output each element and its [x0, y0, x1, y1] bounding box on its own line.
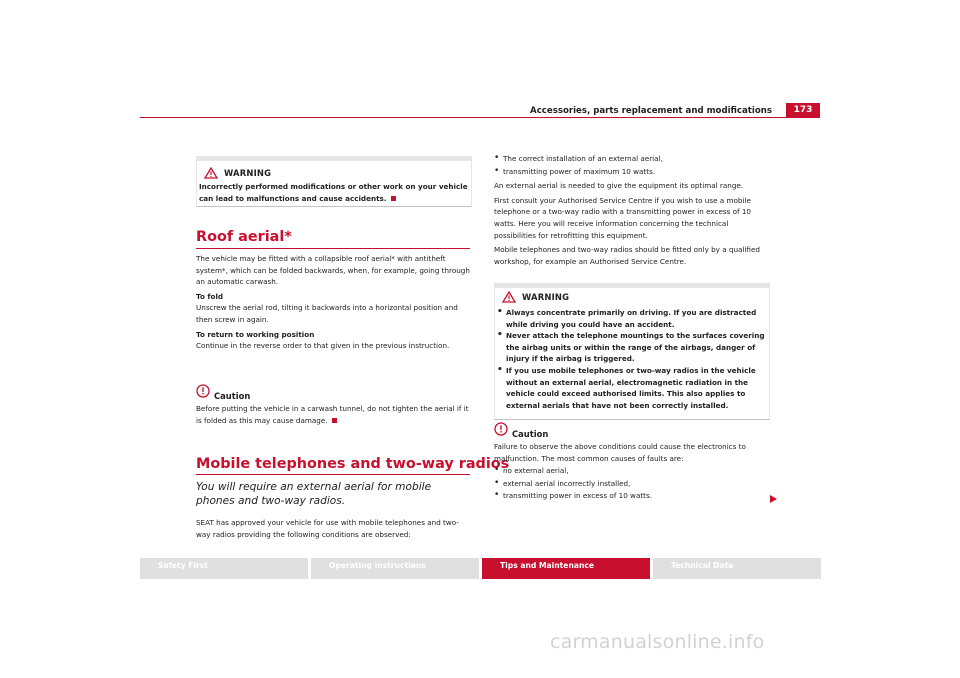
caution-title: Caution — [214, 391, 251, 401]
warning-text — [199, 181, 469, 204]
page-number: 173 — [786, 103, 820, 118]
caution-icon — [196, 384, 210, 398]
running-header-title: Accessories, parts replacement and modifications — [530, 106, 772, 116]
warning-box-mobile — [494, 283, 770, 420]
list-item: • no external aerial, — [494, 465, 770, 477]
caution-text-mobile — [494, 441, 770, 502]
fold-text: Unscrew the aerial rod, tilting it backwards into a horizontal position and then screw in again. — [196, 303, 458, 324]
section-heading-roof-aerial: Roof aerial* — [196, 229, 292, 245]
roof-intro: The vehicle may be fitted with a collapsible roof aerial* with antitheft system*, which can be folded backwards, when, for example, going through an automatic carwash. — [196, 254, 470, 287]
caution-icon — [494, 422, 508, 436]
warning-triangle-icon — [502, 291, 516, 303]
tab-tips-and-maintenance[interactable]: Tips and Maintenance — [482, 558, 650, 579]
fold-label: To fold — [196, 291, 224, 301]
warning-item: • If you use mobile telephones or two-way radios in the vehicle without an external aerial, electromagnetic radiation in the vehicle could exceed authorised limits. This also applies to external aerials that have not been correctly installed. — [497, 365, 767, 411]
list-item: • The correct installation of an external aerial, — [494, 153, 770, 165]
warning-title: WARNING — [224, 168, 272, 178]
tab-operating-instructions[interactable]: Operating instructions — [311, 558, 479, 579]
continue-arrow-icon — [770, 495, 777, 503]
return-text: Continue in the reverse order to that given in the previous instruction. — [196, 341, 450, 351]
mobile-intro: SEAT has approved your vehicle for use with mobile telephones and two-way radios providing the following conditions are observed: — [196, 518, 459, 539]
paragraph: Mobile telephones and two-way radios should be fitted only by a qualified workshop, for example an Authorised Service Centre. — [494, 245, 760, 266]
heading-rule — [196, 474, 470, 475]
section-end-mark — [391, 196, 396, 201]
warning-text-content: Incorrectly performed modifications or other work on your vehicle can lead to malfunctions and cause accidents. — [199, 182, 468, 203]
tab-technical-data[interactable]: Technical Data — [653, 558, 821, 579]
caution-paragraph: Failure to observe the above conditions could cause the electronics to malfunction. The most common causes of faults are: — [494, 442, 746, 463]
section-heading-mobile: Mobile telephones and two-way radios — [196, 456, 510, 472]
return-label: To return to working position — [196, 329, 315, 339]
warning-triangle-icon — [204, 167, 218, 179]
warning-box — [196, 156, 472, 207]
warning-list — [497, 307, 767, 411]
caution-title: Caution — [512, 429, 549, 439]
section-end-mark — [332, 418, 337, 423]
list-item: • external aerial incorrectly installed, — [494, 478, 770, 490]
mobile-subheading: You will require an external aerial for mobile phones and two-way radios. — [196, 481, 432, 507]
warning-item: • Always concentrate primarily on driving. If you are distracted while driving you could have an accident. — [497, 307, 767, 330]
warning-item: • Never attach the telephone mountings to the surfaces covering the airbag units or within the range of the airbags, danger of injury if the airbag is triggered. — [497, 330, 767, 365]
caution-text-roof-content: Before putting the vehicle in a carwash tunnel, do not tighten the aerial if it is folded as this may cause damage. — [196, 404, 469, 425]
roof-aerial-body — [196, 253, 472, 352]
paragraph: First consult your Authorised Service Centre if you wish to use a mobile telephone or a two-way radio with a transmitting power in excess of 10 watts. Here you will receive information concerning the technical possibilities for retrofitting this equipment. — [494, 195, 752, 240]
caution-text-roof — [196, 403, 472, 426]
list-item: • transmitting power in excess of 10 watts. — [494, 490, 770, 502]
list-item: • transmitting power of maximum 10 watts. — [494, 166, 770, 178]
warning-title: WARNING — [522, 292, 570, 302]
header-rule — [140, 117, 820, 118]
tab-safety-first[interactable]: Safety First — [140, 558, 308, 579]
paragraph: An external aerial is needed to give the equipment its optimal range. — [494, 181, 744, 191]
watermark-text: carmanualsonline.info — [550, 631, 765, 653]
heading-rule — [196, 248, 470, 249]
right-column-body — [494, 153, 770, 267]
